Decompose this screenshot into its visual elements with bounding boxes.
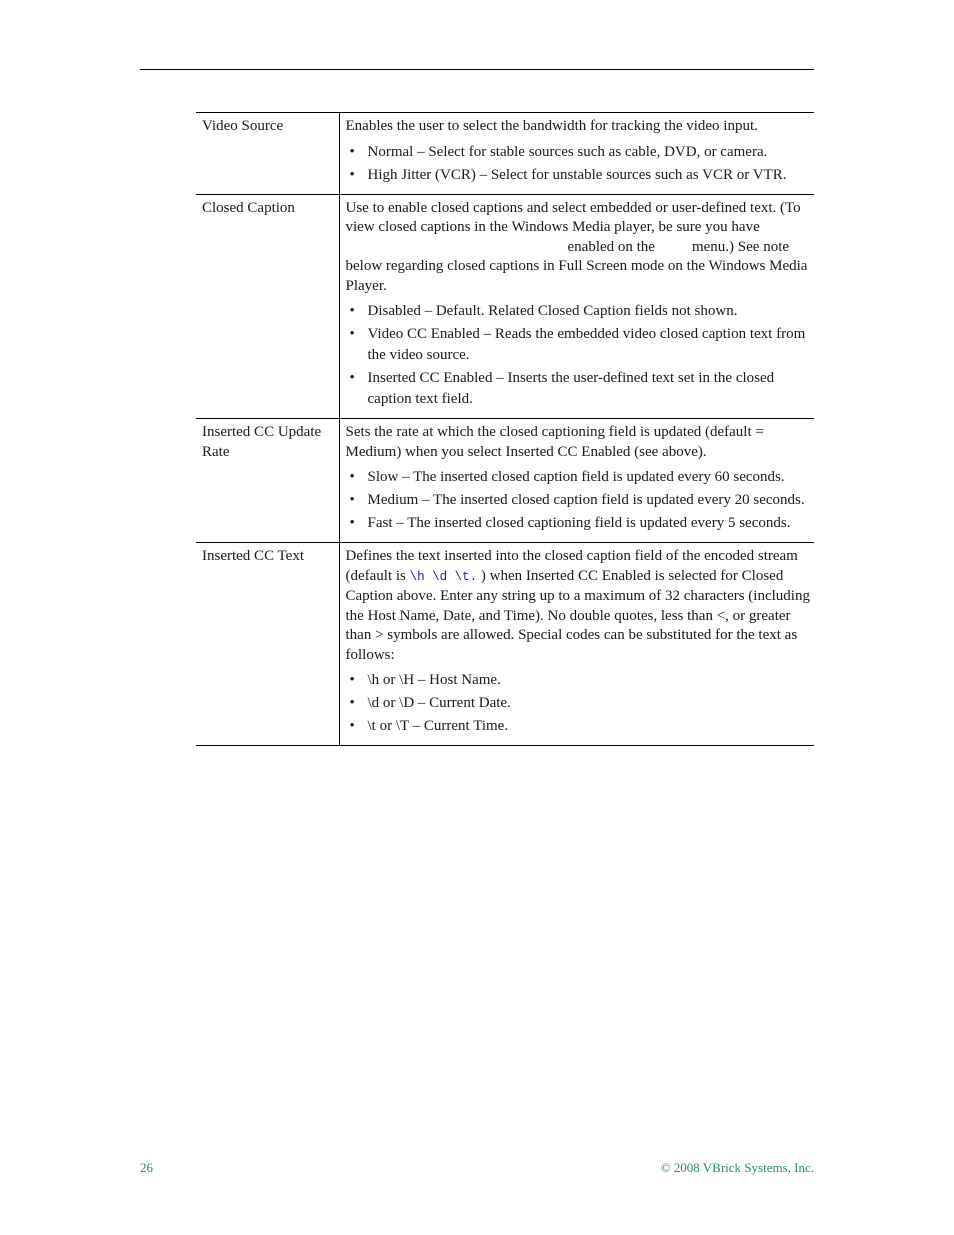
description-part: menu.) See note below regarding closed captions in Full Screen mode on the Windows Media Player. <box>345 238 808 294</box>
option-list <box>346 467 811 534</box>
param-description <box>339 543 814 746</box>
option-list <box>346 301 811 410</box>
table-row <box>196 419 814 543</box>
description-part: enabled on the <box>567 238 655 255</box>
description-text <box>346 199 811 297</box>
param-description <box>339 113 814 195</box>
option-list <box>346 670 811 737</box>
description-part: ) when Inserted CC Enabled is selected for Closed Caption above. Enter any string up to a maximum of 32 characters (including the Host Name, Date, and Time). No double quotes, less than <, or greater than > symbols are allowed. Special codes can be substituted for the text as follows: <box>345 567 810 663</box>
description-part: Use to enable closed captions and select embedded or user-defined text. (To view closed captions in the Windows Media player, be sure you have <box>345 199 801 235</box>
param-name: Inserted CC Text <box>196 543 339 746</box>
list-item: • High Jitter (VCR) – Select for unstable sources such as VCR or VTR. <box>346 165 811 186</box>
default-code: \h \d \t. <box>409 569 478 584</box>
table-row <box>196 543 814 746</box>
param-description <box>339 419 814 543</box>
param-name: Inserted CC Update Rate <box>196 419 339 543</box>
list-item: • Fast – The inserted closed captioning field is updated every 5 seconds. <box>346 513 811 534</box>
page-number: 26 <box>140 1160 153 1175</box>
description-text: Sets the rate at which the closed captioning field is updated (default = Medium) when you select Inserted CC Enabled (see above). <box>345 424 764 460</box>
option-list <box>346 142 811 186</box>
list-item: • Video CC Enabled – Reads the embedded video closed caption text from the video source. <box>346 324 811 366</box>
description-text: Enables the user to select the bandwidth for tracking the video input. <box>345 118 758 134</box>
list-item: • Inserted CC Enabled – Inserts the user-defined text set in the closed caption text field. <box>346 368 811 410</box>
list-item: • \t or \T – Current Time. <box>346 716 811 737</box>
list-item: • Disabled – Default. Related Closed Caption fields not shown. <box>346 301 811 322</box>
header-rule <box>140 69 814 70</box>
table-row <box>196 113 814 195</box>
parameter-table <box>196 112 814 746</box>
list-item: • Slow – The inserted closed caption field is updated every 60 seconds. <box>346 467 811 488</box>
param-description <box>339 194 814 419</box>
list-item: • \d or \D – Current Date. <box>346 693 811 714</box>
description-text <box>346 547 811 665</box>
description-part: Defines the text inserted into the closed caption field of the encoded stream (default is <box>345 548 798 584</box>
copyright-text: © 2008 VBrick Systems, Inc. <box>660 1160 814 1175</box>
param-name: Closed Caption <box>196 194 339 419</box>
list-item: • Medium – The inserted closed caption field is updated every 20 seconds. <box>346 490 811 511</box>
table-row <box>196 194 814 419</box>
list-item: • \h or \H – Host Name. <box>346 670 811 691</box>
param-name: Video Source <box>196 113 339 195</box>
list-item: • Normal – Select for stable sources such as cable, DVD, or camera. <box>346 142 811 163</box>
